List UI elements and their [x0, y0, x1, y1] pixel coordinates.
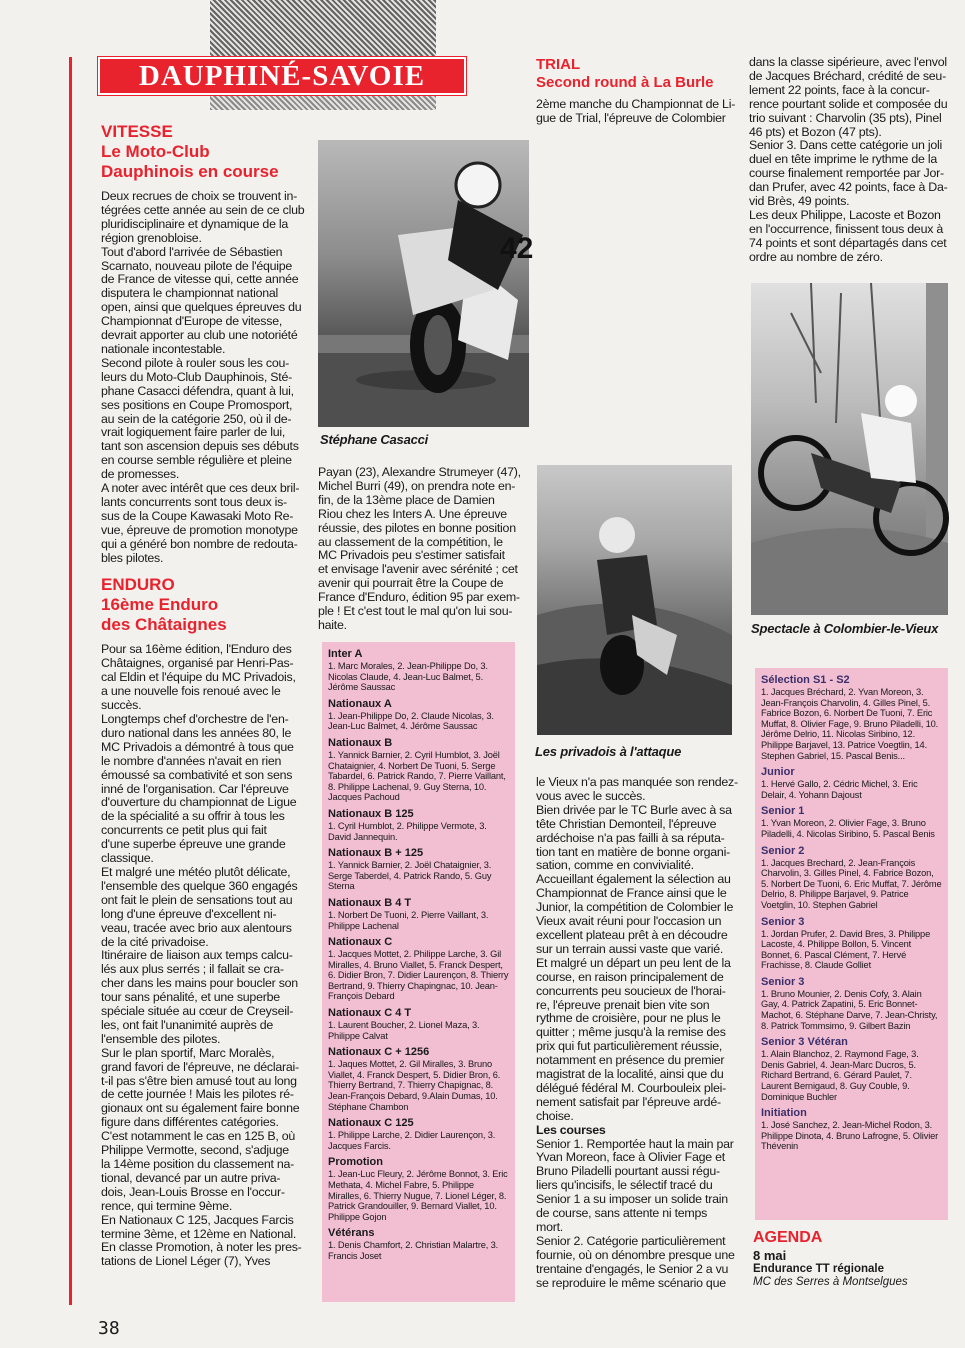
- enduro-title-line2: des Châtaignes: [101, 615, 227, 635]
- trial-article-continuation: dans la classe sipérieure, avec l'envol de Jacques Bréchard, crédité de seu- lement 22 points, face à la concur- rence pourtant solide et composée du trio suivant : Charvolin (35 pts), Pinel 46 pts) et Bozon (47 pts). Senior 3. Dans cette catégorie un joli duel en tête imprime le rythme de la course finalement remportée par Jor- dan Prufer, avec 42 points, face à Da- vid Brès, 49 points. Les deux Philippe, Lacoste et Bozon en l'occurrence, finissent tous deux à 74 points et sont départagés dans cet ordre au nombre de zéro.: [749, 55, 948, 264]
- result-category-list: 1. Hervé Gallo, 2. Cédric Michel, 3. Eric Delair, 4. Yohann Dajoust: [761, 779, 918, 800]
- vitesse-kicker: VITESSE: [101, 122, 173, 141]
- page-number: 38: [98, 1318, 120, 1339]
- result-category-list: 1. Yannick Barnier, 2. Joël Chataignier, 3. Serge Taberdel, 4. Patrick Rando, 5. Guy Sterna: [328, 860, 492, 892]
- result-category-title: Nationaux C: [328, 936, 393, 949]
- agenda-title: AGENDA: [753, 1229, 823, 1246]
- result-category: [328, 897, 509, 931]
- trial-article-body-2: Senior 1. Remportée haut la main par Yvan Moreon, face à Olivier Fage et Bruno Piladelli pourtant aussi régu- liers qu'incisifs, le sélectif tracé du Senior 1 a su imposer un solide train de course, sans attente ni temps mort. Senior 2. Catégorie particulièrement fournie, où on dénombre presque une trentaine d'engagés, le Senior 2 a vu se reproduire le même scénario que: [536, 1136, 735, 1290]
- result-category: [328, 936, 509, 1002]
- result-category-list: 1. Marc Morales, 2. Jean-Philippe Do, 3. Nicolas Claude, 4. Jean-Luc Balmet, 5. Jérôme Saussac: [328, 661, 488, 693]
- result-category-title: Promotion: [328, 1156, 383, 1169]
- result-category: [328, 1227, 509, 1261]
- result-category-list: 1. Cyril Humblot, 2. Philippe Vermote, 3. David Jannequin.: [328, 820, 487, 842]
- enduro-article-continuation: Payan (23), Alexandre Strumeyer (47), Michel Burri (49), on prendra note en- fin, de la 13ème place de Damien Riou chez les Inters A. Une épreuve réussie, des pilotes en bonne position au classement de la compétition, le MC Privadois peu s'estimer satisfait et envisage l'avenir avec sérénité ; cet avenir qui pourrait être la Coupe de France d'Enduro, édition 95 par exem- ple ! Et c'est tout le mal qu'on lui sou- haite.: [318, 465, 521, 632]
- result-category: [328, 648, 509, 693]
- result-category-list: 1. Jaques Mottet, 2. Gil Miralles, 3. Bruno Viallet, 4. Franck Despert, 5. Didier Bron, 6. Thierry Bertrand, 7. Thierry Chapignac, 8. Jean-François Debard, 9.Alain Dumas, 10. Stéphane Chambon: [328, 1059, 501, 1112]
- result-category-list: 1. José Sanchez, 2. Jean-Michel Rodon, 3. Philippe Dinota, 4. Bruno Lafrogne, 5. Olivier Thévenin: [761, 1120, 939, 1152]
- result-category-list: 1. Norbert De Tuoni, 2. Pierre Vaillant, 3. Philippe Lachenal: [328, 909, 489, 931]
- result-category-title: Senior 3 Vétéran: [761, 1036, 848, 1049]
- result-category: [761, 805, 942, 839]
- result-category-list: 1. Jacques Mottet, 2. Philippe Larche, 3. Gil Miralles, 4. Bruno Viallet, 5. Franck Despert, 6. Didier Bron, 7. Didier Laurençon, 8. Thierry Bertrand, 9. Thierry Chapingnac, 10. Jean-François Debard: [328, 949, 509, 1002]
- result-category: [328, 698, 509, 732]
- result-category-list: 1. Jacques Bréchard, 2. Yvan Moreon, 3. Jean-François Charvolin, 4. Gilles Pinel, 5. Fabrice Bozon, 6. Norbert De Tuoni, 7. Eric Muffat, 8. Olivier Fage, 9. Bruno Piladelli, 10. Jérôme Delrio, 11. Nicolas Siribino, 12. Philippe Barjavel, 13. Patrice Voegtlin, 14. Stephen Gabriel, 15. Pascal Benis...: [761, 687, 939, 761]
- result-category: [761, 1107, 942, 1152]
- photo-colombier: [751, 283, 948, 615]
- result-category-title: Nationaux C 125: [328, 1117, 414, 1130]
- trial-kicker: TRIAL: [536, 56, 581, 73]
- result-category-title: Nationaux B: [328, 736, 393, 749]
- result-category-title: Senior 1: [761, 805, 805, 818]
- agenda-date: 8 mai: [753, 1248, 787, 1263]
- trial-results-box: [755, 668, 948, 1220]
- vitesse-title-line1: Le Moto-Club: [101, 142, 210, 161]
- section-banner: [98, 57, 466, 95]
- result-category: [761, 916, 942, 971]
- photo-privadois: [537, 465, 732, 735]
- result-category-list: 1. Denis Chamfort, 2. Christian Malartre, 3. Francis Joset: [328, 1240, 499, 1261]
- result-category-title: Nationaux B 125: [328, 807, 414, 820]
- trial-rider-illustration: [751, 283, 948, 615]
- left-red-rule: [69, 57, 72, 1305]
- agenda-event: Endurance TT régionale: [753, 1263, 884, 1275]
- photo1-caption: Stéphane Casacci: [320, 432, 429, 447]
- trial-article-body: le Vieux n'a pas manquée son rendez- vous avec le succès. Bien drivée par le TC Burle avec à sa tête Christian Demonteil, l'épreuve ardéchoise n'a pas failli à sa réputa- tion tant en matière de bonne organi- sation, comme en convivialité. Accueillant également la sélection au Championnat de France ainsi que le Junior, la compétition de Colombier le Vieux avait réuni pour l'occasion un excellent plateau prêt à en découdre sur un terrain aussi vaste que varié. Et malgré un départ un peu lent de la course, en raison principalement de concurrents peu soucieux de l'horai- re, l'épreuve prenait bien vite son rythme de croisière, pour ne plus le quitter ; même jusqu'à la remise des prix qui fut particulièrement réussie, notamment en présence du premier magistrat de la localité, ainsi que du délégué fédéral M. Courbouleix plei- nement satisfait par l'épreuve ardé- choise.: [536, 775, 738, 1123]
- trial-title: Second round à La Burle: [536, 74, 714, 91]
- result-category: [761, 674, 942, 761]
- result-category-list: 1. Jordan Prufer, 2. David Bres, 3. Philippe Lacoste, 4. Philippe Bollon, 5. Vincent Bonnet, 6. Pascal Clément, 7. Hervé Frachisse, 8. Claude Golliet: [761, 928, 931, 971]
- motorcycle-illustration: [318, 140, 534, 427]
- result-category-title: Nationaux B + 125: [328, 847, 424, 860]
- result-category: [328, 737, 509, 803]
- result-category: [761, 976, 942, 1031]
- result-category-title: Nationaux C + 1256: [328, 1046, 430, 1059]
- result-category-list: 1. Philippe Larche, 2. Didier Laurençon, 3. Jacques Farcis.: [328, 1130, 496, 1151]
- result-category-list: 1. Alain Blanchoz, 2. Raymond Fage, 3. Denis Gabriel, 4. Jean-Marc Ducros, 5. Richard Bertrand, 6. Gérard Paulet, 7. Laurent Bernigaud, 8. Guy Couble, 9. Dominique Buchler: [761, 1049, 919, 1102]
- result-category-title: Nationaux B 4 T: [328, 896, 412, 909]
- result-category: [328, 1117, 509, 1151]
- result-category: [328, 808, 509, 842]
- photo-stephane-casacci: [318, 140, 534, 427]
- trial-intro: 2ème manche du Championnat de Li- gue de Trial, l'épreuve de Colombier: [536, 97, 736, 125]
- banner-texture-lower: [210, 96, 436, 110]
- result-category-title: Nationaux C 4 T: [328, 1007, 412, 1020]
- result-category-title: Sélection S1 - S2: [761, 674, 850, 686]
- result-category: [761, 1036, 942, 1102]
- result-category-title: Senior 2: [761, 844, 805, 857]
- result-category-list: 1. Jean-Philippe Do, 2. Claude Nicolas, 3. Jean-Luc Balmet, 4. Jérôme Saussac: [328, 710, 494, 732]
- result-category-list: 1. Bruno Mounier, 2. Denis Cofy, 3. Alain Gay, 4. Patrick Zapatini, 5. Eric Bonnet-Machot, 6. Stéphane Darve, 7. Jean-Christy, 8. Patrick Tommsimo, 9. Gilbert Bazin: [761, 988, 938, 1031]
- vitesse-title-line2: Dauphinois en course: [101, 162, 279, 181]
- enduro-rider-illustration: [537, 465, 732, 735]
- result-category: [761, 845, 942, 911]
- enduro-kicker: ENDURO: [101, 575, 175, 595]
- result-category: [328, 847, 509, 892]
- result-category-title: Senior 3: [761, 915, 805, 928]
- trial-article: [536, 776, 742, 1291]
- enduro-article-body: Pour sa 16ème édition, l'Enduro des Châtaignes, organisé par Henri-Pas- cal Eldin et l'équipe du MC Privadois, a une nouvelle fois renoué avec le succès. Longtemps chef d'orchestre de l'en- duro national dans les années 80, le MC Privadois a démontré à tous que le nombre d'années n'avait en rien émoussé sa combativité et son sens inné de l'organisation. Car l'épreuve d'ouverture du championnat de Ligue de la spécialité a su offrir à tous les concurrents ce petit plus qui fait d'une superbe épreuve une grande classique. Et malgré une météo plutôt délicate, l'ensemble des quelque 360 engagés ont fait le plein de sensations tout au long d'une épreuve d'excellent ni- veau, tracée avec brio aux alentours de la cité privadoise. Itinéraire de liaison aux temps calcu- lés aux plus serrés ; il fallait se cra- cher dans les mains pour boucler son tour sans pénalité, et une superbe spéciale située au cœur de Creyseil- les, ont fait l'unanimité auprès de l'ensemble des pilotes. Sur le plan sportif, Marc Moralès, grand favori de l'épreuve, ne déclarai- t-il pas s'être bien amusé tout au long de cette journée ! Mais les pilotes ré- gionaux ont su également faire bonne figure dans différentes catégories. C'est notamment le cas en 125 B, où Philippe Vermotte, second, s'adjuge la 14ème position du classement na- tional, devancé par un autre priva- dois, Jean-Louis Brosse en l'occur- rence, qui termine 9ème. En Nationaux C 125, Jacques Farcis termine 3ème, et 12ème en National. En classe Promotion, à noter les pres- tations de Lionel Léger (7), Yves: [101, 642, 302, 1269]
- result-category: [328, 1046, 509, 1112]
- section-banner-title: DAUPHINÉ-SAVOIE: [138, 59, 426, 92]
- result-category-title: Initiation: [761, 1107, 807, 1120]
- photo3-caption: Spectacle à Colombier-le-Vieux: [751, 621, 939, 636]
- result-category-title: Junior: [761, 766, 795, 779]
- result-category: [761, 766, 942, 800]
- result-category-list: 1. Yvan Moreon, 2. Olivier Fage, 3. Bruno Piladelli, 4. Nicolas Siribino, 5. Pascal Benis: [761, 818, 935, 839]
- result-category: [328, 1156, 509, 1222]
- result-category: [328, 1007, 509, 1041]
- result-category-title: Inter A: [328, 648, 363, 660]
- banner-texture: [210, 0, 436, 60]
- agenda-place: MC des Serres à Montselgues: [753, 1276, 908, 1288]
- column-1: [101, 122, 311, 1269]
- column-3-header: [536, 56, 742, 126]
- result-category-title: Vétérans: [328, 1227, 375, 1240]
- photo2-caption: Les privadois à l'attaque: [535, 744, 682, 759]
- result-category-title: Nationaux A: [328, 697, 392, 710]
- result-category-list: 1. Yannick Barnier, 2. Cyril Humblot, 3. Joël Chataignier, 4. Norbert De Tuoni, 5. Serge Tabardel, 6. Patrick Rando, 7. Pierre Vaillant, 8. Philippe Lachenal, 9. Guy Sterna, 10. Jacques Pachoud: [328, 749, 506, 803]
- agenda: [753, 1228, 953, 1289]
- result-category-list: 1. Jacques Brechard, 2. Jean-François Charvolin, 3. Gilles Pinel, 4. Fabrice Bozon, 5. Norbert De Tuoni, 6. Eric Muffat, 7. Jérôme Delrio, 8. Philippe Barjavel, 9. Patrice Voetglin, 10. Stephen Gabriel: [761, 857, 942, 910]
- enduro-results-box: [322, 642, 515, 1302]
- result-category-list: 1. Jean-Luc Fleury, 2. Jérôme Bonnot, 3. Eric Methata, 4. Michel Fabre, 5. Philippe Miralles, 6. Thierry Nugue, 7. Lionel Léger, 8. Patrick Grandouiller, 9. Bernard Viallet, 10. Philippe Gojon: [328, 1169, 508, 1222]
- vitesse-article-body: Deux recrues de choix se trouvent in- tégrées cette année au sein de ce club pluridisciplinaire et dynamique de la région grenobloise. Tout d'abord l'arrivée de Sébastien Scarnato, nouveau pilote de l'équipe de France de vitesse qui, cette année disputera le championnat national open, ainsi que quelques épreuves du Championnat d'Europe de vitesse, devrait apporter au club une notoriété nationale incontestable. Second pilote à rouler sous les cou- leurs du Moto-Club Dauphinois, Sté- phane Casacci défendra, quant à lui, ses positions en Coupe Promosport, au sein de la catégorie 250, où il de- vrait logiquement faire parler de lui, tant son ascension depuis ses débuts en course semble régulière et pleine de promesses. A noter avec intérêt que ces deux bril- lants concurrents sont tous deux is- sus de la Coupe Kawasaki Moto Re- vue, épreuve de promotion monotype qui a généré bon nombre de redouta- bles pilotes.: [101, 189, 305, 565]
- result-category-title: Senior 3: [761, 975, 805, 988]
- trial-subhead-courses: Les courses: [536, 1122, 606, 1137]
- enduro-title-line1: 16ème Enduro: [101, 595, 219, 615]
- result-category-list: 1. Laurent Boucher, 2. Lionel Maza, 3. Philippe Calvat: [328, 1020, 480, 1041]
- race-number: 42: [500, 232, 534, 265]
